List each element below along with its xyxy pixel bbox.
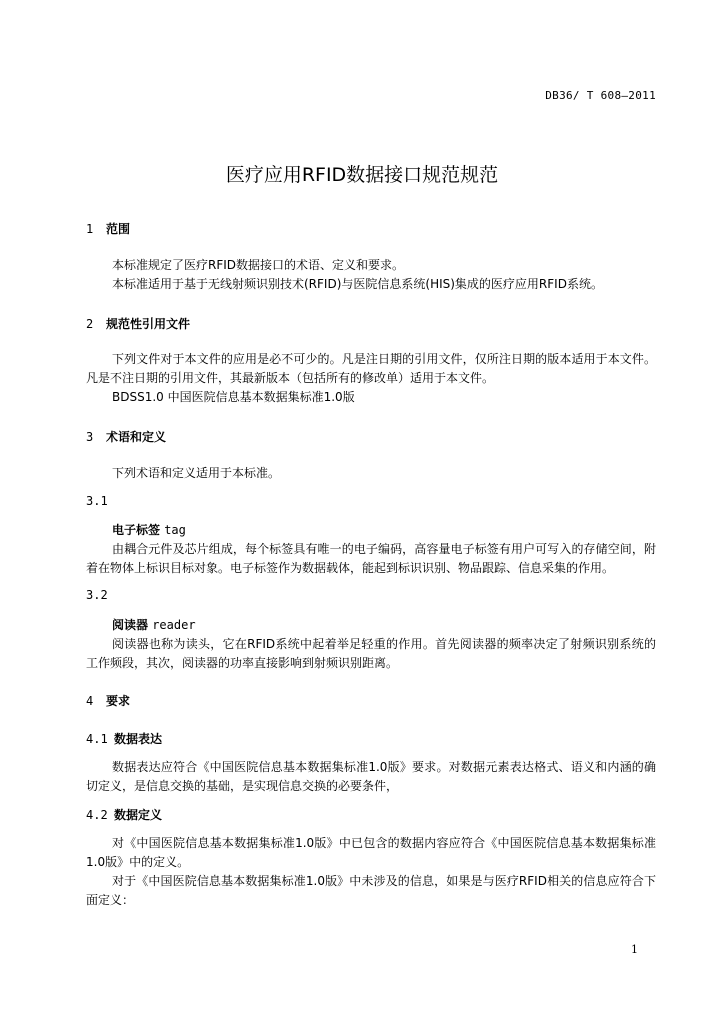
term-3-1-definition: 由耦合元件及芯片组成，每个标签具有唯一的电子编码，高容量电子标签有用户可写入的存储空间，附着在物体上标识目标对象。电子标签作为数据载体，能起到标识识别、物品跟踪、信息采集的作用。 [86, 542, 656, 575]
section-title: 规范性引用文件 [106, 317, 191, 331]
section-3-para-1: 下列术语和定义适用于本标准。 [112, 466, 281, 480]
section-1-heading [86, 220, 130, 237]
term-number: 3.1 [86, 494, 108, 508]
term-zh: 电子标签 [112, 523, 161, 537]
section-title: 范围 [106, 222, 131, 236]
section-number: 4.1 [86, 732, 108, 746]
section-4-heading [86, 692, 130, 709]
section-number: 1 [86, 222, 94, 236]
section-3-heading [86, 428, 166, 445]
standard-code: DB36/ T 608—2011 [545, 89, 656, 102]
section-2-para-2: BDSS1.0 中国医院信息基本数据集标准1.0版 [112, 390, 355, 404]
section-1-para-1: 本标准规定了医疗RFID数据接口的术语、定义和要求。 [112, 258, 405, 272]
page-number: 1 [631, 943, 638, 956]
section-title: 术语和定义 [106, 430, 167, 444]
section-4-2-para-1: 对《中国医院信息基本数据集标准1.0版》中已包含的数据内容应符合《中国医院信息基本数据集标准1.0版》中的定义。 [86, 836, 656, 869]
section-title: 数据表达 [114, 732, 163, 746]
section-4-1-para-1: 数据表达应符合《中国医院信息基本数据集标准1.0版》要求。对数据元素表达格式、语义和内涵的确切定义，是信息交换的基础，是实现信息交换的必要条件， [86, 760, 656, 793]
document-title: 医疗应用RFID数据接口规范规范 [225, 164, 499, 186]
term-3-1-heading [112, 521, 186, 538]
term-3-2-number [86, 588, 114, 602]
section-title: 要求 [106, 694, 131, 708]
term-en: tag [164, 523, 186, 537]
section-number: 2 [86, 317, 94, 331]
term-en: reader [152, 618, 196, 632]
section-title: 数据定义 [114, 808, 163, 822]
term-3-2-heading [112, 616, 196, 633]
section-1-para-2: 本标准适用于基于无线射频识别技术(RFID)与医院信息系统(HIS)集成的医疗应用RFID系统。 [112, 277, 603, 291]
section-4-1-heading [86, 730, 162, 747]
section-4-2-heading [86, 806, 162, 823]
section-number: 3 [86, 430, 94, 444]
section-2-heading [86, 315, 190, 332]
section-number: 4.2 [86, 808, 108, 822]
section-2-para-1: 下列文件对于本文件的应用是必不可少的。凡是注日期的引用文件，仅所注日期的版本适用于本文件。凡是不注日期的引用文件，其最新版本（包括所有的修改单）适用于本文件。 [86, 352, 656, 385]
section-4-2-para-2: 对于《中国医院信息基本数据集标准1.0版》中未涉及的信息，如果是与医疗RFID相关的信息应符合下面定义： [86, 874, 656, 907]
term-3-2-definition: 阅读器也称为读头，它在RFID系统中起着举足轻重的作用。首先阅读器的频率决定了射频识别系统的工作频段，其次，阅读器的功率直接影响到射频识别距离。 [86, 637, 656, 670]
term-zh: 阅读器 [112, 618, 149, 632]
term-3-1-number [86, 494, 114, 508]
term-number: 3.2 [86, 588, 108, 602]
section-number: 4 [86, 694, 94, 708]
